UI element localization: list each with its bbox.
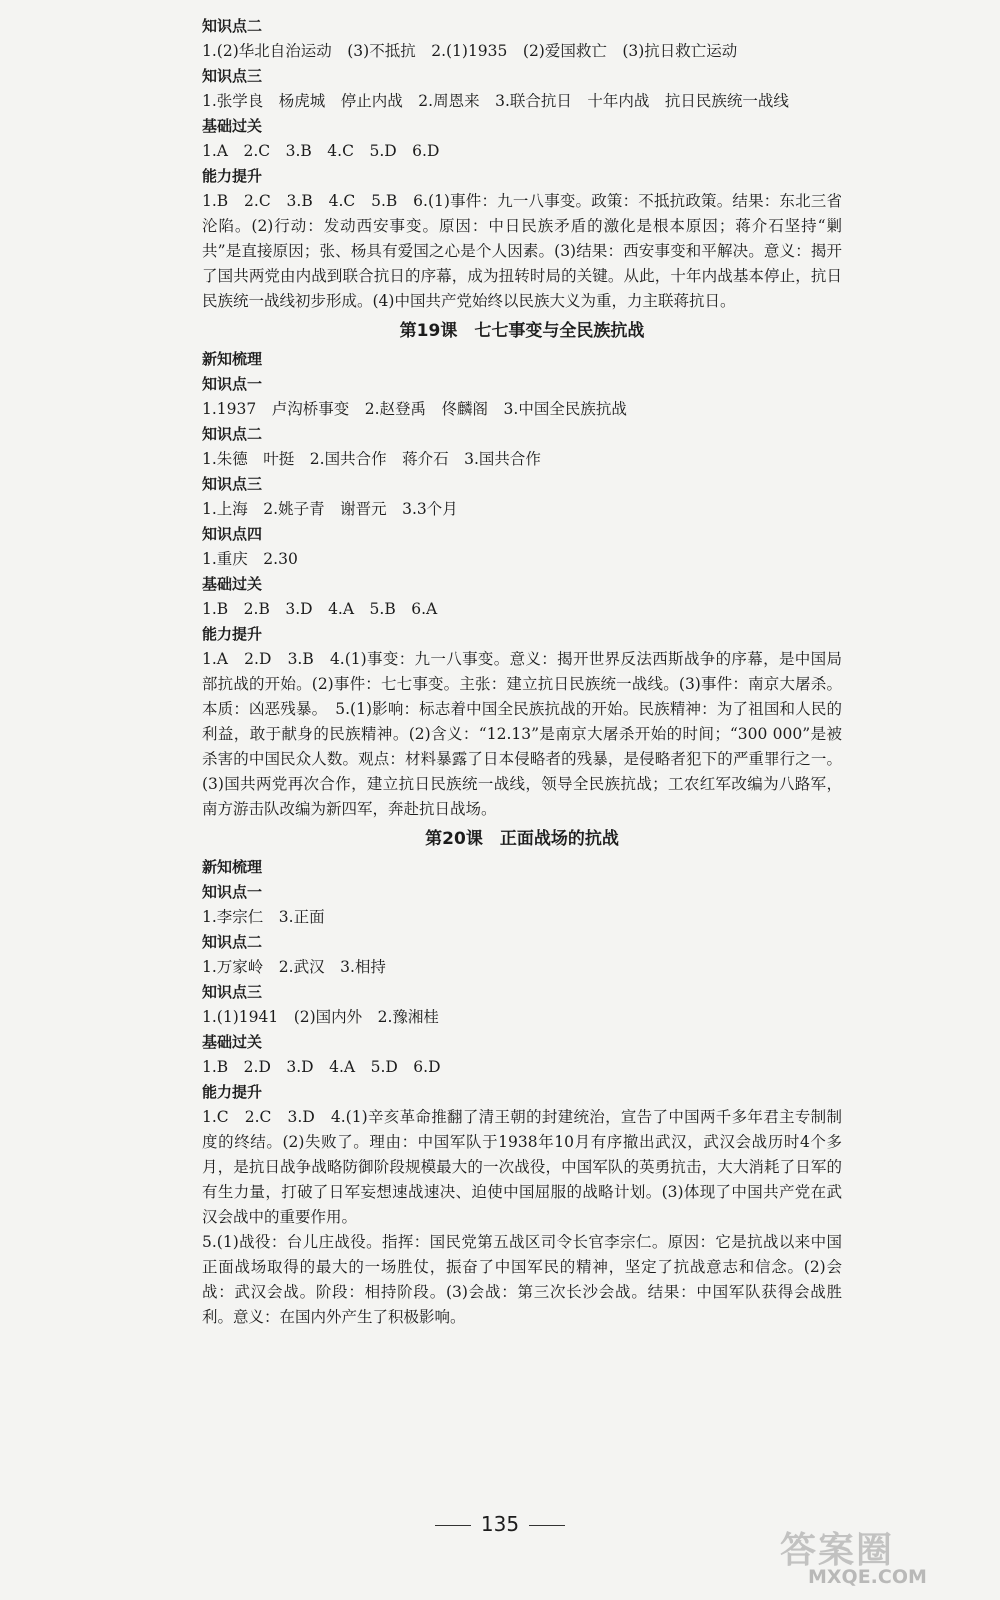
answer-text: 1.B 2.D 3.D 4.A 5.D 6.D xyxy=(202,1058,441,1076)
answer-text: 1.A 2.C 3.B 4.C 5.D 6.D xyxy=(202,142,440,160)
section-heading: 能力提升 xyxy=(202,167,263,185)
section-heading: 能力提升 xyxy=(202,625,263,643)
section-heading: 知识点一 xyxy=(202,883,263,901)
answer-text: 1.B 2.B 3.D 4.A 5.B 6.A xyxy=(202,600,438,618)
section-heading: 知识点一 xyxy=(202,375,263,393)
answer-text: 1.朱德 叶挺 2.国共合作 蒋介石 3.国共合作 xyxy=(202,450,541,468)
answer-text: 1.C 2.C 3.D 4.(1)辛亥革命推翻了清王朝的封建统治，宣告了中国两千多年君主专制制度的终结。(2)失败了。理由：中国军队于1938年10月有序撤出武汉，武汉会战历时4个多月，是抗日战争战略防御阶段规模最大的一次战役，中国军队的英勇抗击，大大消耗了日军的有生力量，打破了日军妄想速战速决、迫使中国屈服的战略计划。(3)体现了中国共产党在武汉会战中的重要作用。 xyxy=(202,1108,842,1226)
watermark xyxy=(780,1522,980,1592)
section-heading: 知识点三 xyxy=(202,983,263,1001)
page-dash-right xyxy=(529,1525,565,1526)
answer-text: 1.重庆 2.30 xyxy=(202,550,298,568)
lesson-title: 第20课 正面战场的抗战 xyxy=(425,829,619,849)
section-heading: 知识点二 xyxy=(202,933,263,951)
answer-text: 1.张学良 杨虎城 停止内战 2.周恩来 3.联合抗日 十年内战 抗日民族统一战线 xyxy=(202,92,789,110)
section-heading: 知识点二 xyxy=(202,425,263,443)
answer-text: 1.A 2.D 3.B 4.(1)事变：九一八事变。意义：揭开世界反法西斯战争的序幕，是中国局部抗战的开始。(2)事件：七七事变。主张：建立抗日民族统一战线。(3)事件：南京大屠杀。本质：凶恶残暴。 5.(1)影响：标志着中国全民族抗战的开始。民族精神：为了祖国和人民的利益，敢于献身的民族精神。(2)含义：“12.13”是南京大屠杀开始的时间；“300 000”是被杀害的中国民众人数。观点：材料暴露了日本侵略者的残暴，是侵略者犯下的严重罪行之一。(3)国共两党再次合作，建立抗日民族统一战线，领导全民族抗战；工农红军改编为八路军，南方游击队改编为新四军，奔赴抗日战场。 xyxy=(202,650,842,818)
answer-text: 5.(1)战役：台儿庄战役。指挥：国民党第五战区司令长官李宗仁。原因：它是抗战以来中国正面战场取得的最大的一场胜仗，振奋了中国军民的精神，坚定了抗战意志和信念。(2)会战：武汉会战。阶段：相持阶段。(3)会战：第三次长沙会战。结果：中国军队获得会战胜利。意义：在国内外产生了积极影响。 xyxy=(202,1233,842,1326)
page-dash-left xyxy=(435,1525,471,1526)
answer-text: 1.(2)华北自治运动 (3)不抵抗 2.(1)1935 (2)爱国救亡 (3)抗日救亡运动 xyxy=(202,42,738,60)
answer-text: 1.B 2.C 3.B 4.C 5.B 6.(1)事件：九一八事变。政策：不抵抗政策。结果：东北三省沦陷。(2)行动：发动西安事变。原因：中日民族矛盾的激化是根本原因；蒋介石坚持“剿共”是直接原因；张、杨具有爱国之心是个人因素。(3)结果：西安事变和平解决。意义：揭开了国共两党由内战到联合抗日的序幕，成为扭转时局的关键。从此，十年内战基本停止，抗日民族统一战线初步形成。(4)中国共产党始终以民族大义为重，力主联蒋抗日。 xyxy=(202,192,842,310)
answer-text: 1.李宗仁 3.正面 xyxy=(202,908,325,926)
page-number-text: 135 xyxy=(480,1512,520,1536)
answer-text: 1.万家岭 2.武汉 3.相持 xyxy=(202,958,386,976)
answer-text: 1.(1)1941 (2)国内外 2.豫湘桂 xyxy=(202,1008,439,1026)
watermark-url: MXQE.COM xyxy=(808,1566,927,1588)
section-heading: 知识点三 xyxy=(202,67,263,85)
section-heading: 基础过关 xyxy=(202,1033,263,1051)
answer-text: 1.1937 卢沟桥事变 2.赵登禹 佟麟阁 3.中国全民族抗战 xyxy=(202,400,627,418)
answer-text: 1.上海 2.姚子青 谢晋元 3.3个月 xyxy=(202,500,458,518)
section-heading: 能力提升 xyxy=(202,1083,263,1101)
answer-page xyxy=(202,14,842,1330)
watermark-logo: 答案圈 xyxy=(780,1530,895,1571)
section-heading: 知识点三 xyxy=(202,475,263,493)
section-heading: 新知梳理 xyxy=(202,350,263,368)
lesson-title: 第19课 七七事变与全民族抗战 xyxy=(399,321,645,341)
section-heading: 知识点二 xyxy=(202,17,263,35)
section-heading: 知识点四 xyxy=(202,525,263,543)
section-heading: 基础过关 xyxy=(202,117,263,135)
section-heading: 基础过关 xyxy=(202,575,263,593)
section-heading: 新知梳理 xyxy=(202,858,263,876)
